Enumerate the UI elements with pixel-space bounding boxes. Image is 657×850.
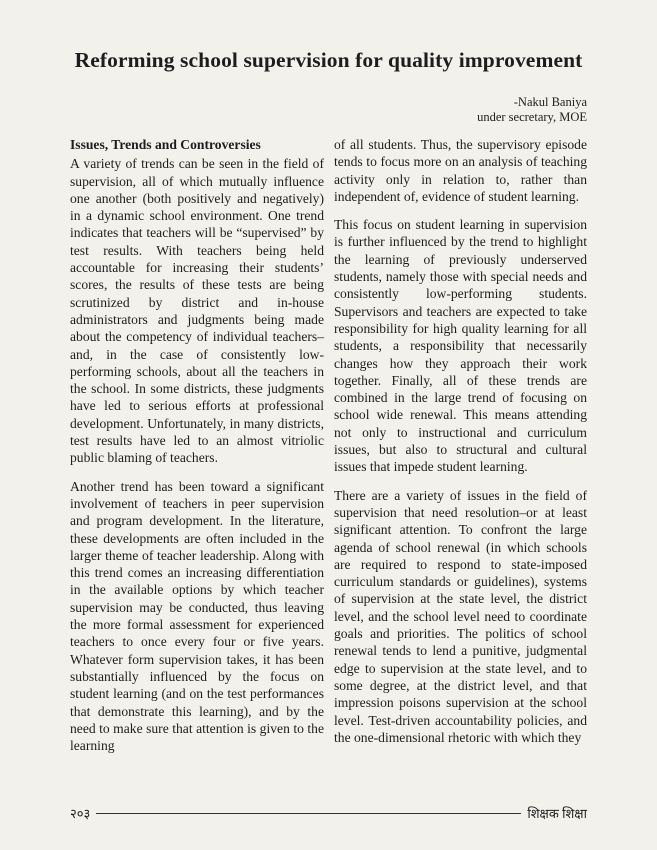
left-column (70, 136, 324, 765)
author-role: under secretary, MOE (477, 110, 587, 124)
paragraph: of all students. Thus, the supervisory episode tends to focus more on an analysis of teaching activity only in relation to, rather than independent of, evidence of student learning. (334, 137, 587, 204)
section-heading: Issues, Trends and Controversies (70, 137, 261, 152)
footer-rule (96, 813, 521, 814)
page-number: २०३ (70, 806, 91, 821)
author-block (477, 95, 587, 125)
author-name: -Nakul Baniya (513, 95, 587, 109)
paragraph: Another trend has been toward a significant involvement of teachers in peer supervision and program development. In the literature, these developments are often included in the larger theme of teacher leadership. Along with this trend comes an increasing differentiation in the available options by which teacher supervision may be conducted, thus leaving the more formal assessment for experienced teachers to once every four or five years. Whatever form supervision takes, it has been substantially influenced by the focus on student learning (and on the test performances that demonstrate this learning), and by the need to make sure that attention is given to the learning (70, 478, 324, 754)
paragraph: There are a variety of issues in the field of supervision that need resolution–or at least significant attention. To confront the large agenda of school renewal (in which schools are required to respond to state-imposed curriculum standards or guidelines), systems of supervision at the state level, the district level, and the school level need to coordinate goals and priorities. The politics of school renewal tends to lend a punitive, judgmental edge to supervision at the state level, and to some degree, at the district level, and that impression poisons supervision at the school level. Test-driven accountability policies, and the one-dimensional rhetoric with which they (334, 487, 587, 745)
journal-name: शिक्षक शिक्षा (527, 806, 587, 821)
page-footer (70, 803, 587, 823)
page-title: Reforming school supervision for quality improvement (74, 48, 583, 72)
paragraph: This focus on student learning in supervision is further influenced by the trend to highlight the learning of previously underserved students, namely those with special needs and consistently low-performing students. Supervisors and teachers are expected to take responsibility for high quality learning for all students, a responsibility that necessarily changes how they approach their work together. Finally, all of these trends are combined in the large trend of focusing on school wide renewal. This means attending not only to instructional and curriculum issues, but also to structural and cultural issues that impede student learning. (334, 217, 587, 475)
right-column (334, 136, 587, 757)
paragraph: A variety of trends can be seen in the field of supervision, all of which mutually influence one another (both positively and negatively) in a dynamic school environment. One trend indicates that teachers will be “supervised” by test results. With teachers being held accountable for increasing their students’ scores, the results of these tests are being scrutinized by district and in-house administrators and judgments being made about the competency of individual teachers–and, in the case of consistently low-performing schools, about all the teachers in the school. In some districts, these judgments have led to serious efforts at professional development. Unfortunately, in many districts, test results have led to an almost vitriolic public blaming of teachers. (70, 156, 324, 466)
